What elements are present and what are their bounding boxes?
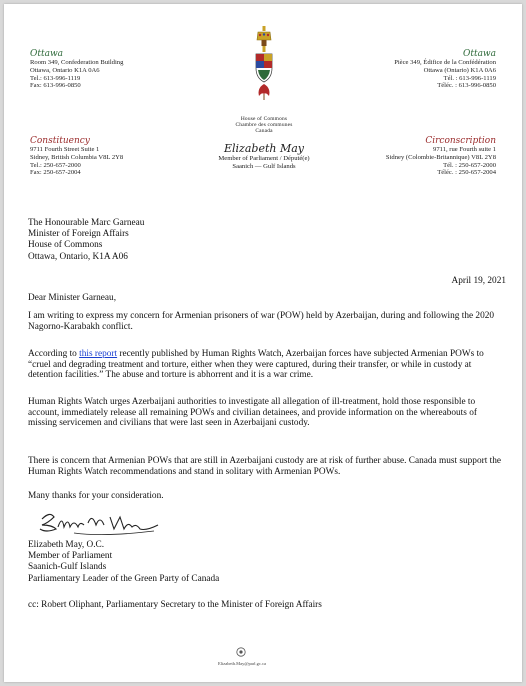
constituency-office-fr bbox=[326, 136, 496, 177]
constituency-address-fr bbox=[326, 146, 496, 177]
ottawa-office-en bbox=[30, 49, 200, 90]
address-line: 9711, rue Fourth suite 1 bbox=[433, 146, 496, 153]
address-line: Tel.: 250-657-2000 bbox=[30, 161, 81, 169]
house-title-fr: Chambre des communes bbox=[235, 122, 293, 129]
member-name: Elizabeth May bbox=[223, 142, 304, 155]
circonscription-label: Circonscription bbox=[425, 136, 496, 146]
house-title-en: House of Commons bbox=[240, 116, 288, 122]
handwritten-signature bbox=[34, 509, 174, 539]
address-line: Pièce 349, Édifice de la Confédération bbox=[394, 59, 496, 66]
house-title-country: Canada bbox=[255, 128, 273, 135]
member-title: Member of Parliament / Député(e) bbox=[218, 155, 310, 162]
ottawa-address-fr bbox=[326, 59, 496, 90]
address-line: Fax: 613-996-0850 bbox=[30, 82, 81, 90]
constituency-office-en bbox=[30, 136, 200, 177]
paragraph-2-text: recently published by Human Rights Watch, Azerbaijan forces have subjected Armenian POWs to “cruel and degrading treatment and torture, either when they were captured, during their transfer, or while in custody at detention facilities.” The abuse and torture is abhorrent and it is a war crime. bbox=[28, 349, 484, 381]
signatory-name: Elizabeth May, O.C. bbox=[28, 540, 105, 550]
recipient-line: The Honourable Marc Garneau bbox=[28, 218, 145, 228]
paragraph-1: I am writing to express my concern for Armenian prisoners of war (POW) held by Azerbaijan, during and following the 2020 Nagorno-Karabakh conflict. bbox=[28, 311, 495, 332]
constituency-address-en bbox=[30, 146, 200, 177]
constituency-label: Constituency bbox=[30, 136, 90, 146]
address-line: Ottawa, Ontario K1A 0A6 bbox=[30, 66, 100, 74]
paragraph-3: Human Rights Watch urges Azerbaijani authorities to investigate all allegation of ill-treatment, hold those responsible to account, immediately release all remaining POWs and civilian detainees, and provide information on the whereabouts of missing servicemen and civilians that were last seen in Azerbaijani custody. bbox=[28, 397, 477, 429]
footer-emblem-icon bbox=[236, 645, 246, 657]
address-line: Fax: 250-657-2004 bbox=[30, 169, 81, 177]
ottawa-label-fr: Ottawa bbox=[462, 49, 496, 59]
address-line: Sidney (Colombie-Britannique) V8L 2Y8 bbox=[385, 153, 496, 161]
cc-line: cc: Robert Oliphant, Parliamentary Secretary to the Minister of Foreign Affairs bbox=[28, 600, 322, 610]
paragraph-2-text: According to bbox=[28, 349, 80, 359]
recipient-block bbox=[28, 218, 328, 263]
signatory-riding: Saanich-Gulf Islands bbox=[28, 562, 107, 573]
ottawa-label-en: Ottawa bbox=[30, 49, 64, 59]
recipient-line: Ottawa, Ontario, K1A A06 bbox=[28, 251, 128, 262]
recipient-line: Minister of Foreign Affairs bbox=[28, 229, 129, 240]
address-line: Ottawa (Ontario) K1A 0A6 bbox=[423, 66, 496, 74]
address-line: Tél. : 250-657-2000 bbox=[443, 161, 496, 169]
report-link[interactable]: this report bbox=[79, 349, 118, 359]
signatory-party-role: Parliamentary Leader of the Green Party of Canada bbox=[28, 573, 220, 584]
address-line: Room 349, Confederation Building bbox=[30, 59, 124, 66]
letter-date: April 19, 2021 bbox=[451, 276, 506, 286]
ottawa-address-en bbox=[30, 59, 200, 90]
paragraph-4: There is concern that Armenian POWs that are still in Azerbaijani custody are at risk of further abuse. Canada must support the Human Rights Watch recommendations and stand in solitary with Armenian POWs. bbox=[28, 456, 501, 477]
recipient-line: House of Commons bbox=[28, 240, 103, 251]
address-line: 9711 Fourth Street Suite 1 bbox=[30, 146, 100, 153]
address-line: Sidney, British Columbia V8L 2Y8 bbox=[30, 153, 124, 161]
address-line: Téléc. : 250-657-2004 bbox=[437, 169, 496, 177]
member-identity bbox=[194, 142, 334, 171]
ottawa-office-fr bbox=[326, 49, 496, 90]
house-title bbox=[214, 116, 314, 135]
signatory-title: Member of Parliament bbox=[28, 551, 113, 562]
house-of-commons-crest-icon bbox=[251, 26, 277, 108]
address-line: Téléc. : 613-996-0850 bbox=[437, 82, 496, 90]
address-line: Tel.: 613-996-1119 bbox=[30, 74, 81, 82]
riding: Saanich — Gulf Islands bbox=[232, 163, 296, 170]
paragraph-5: Many thanks for your consideration. bbox=[28, 491, 164, 501]
letter-page bbox=[4, 4, 522, 682]
signature-block bbox=[28, 540, 328, 585]
salutation: Dear Minister Garneau, bbox=[28, 293, 117, 303]
address-line: Tél. : 613-996-1119 bbox=[443, 74, 496, 82]
footer-email: Elizabeth.May@parl.gc.ca bbox=[218, 661, 266, 666]
paragraph-2 bbox=[28, 349, 506, 381]
